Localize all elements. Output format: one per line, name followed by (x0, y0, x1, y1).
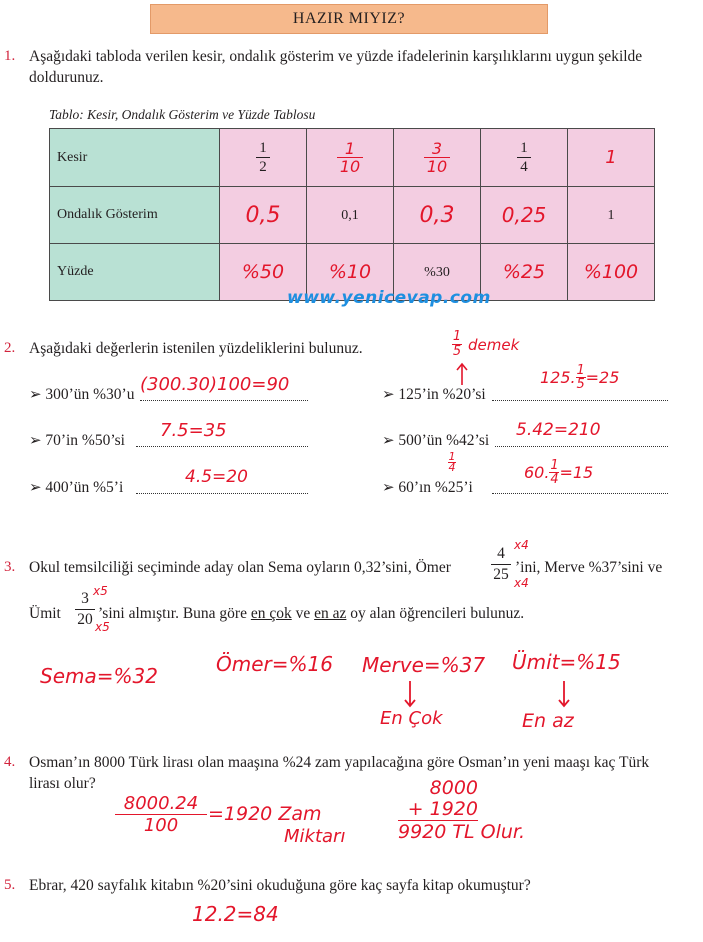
cell-ondalik-3: 0,3 (394, 187, 481, 244)
q2-text: Aşağıdaki değerlerin istenilen yüzdeliklerini bulunuz. (29, 340, 363, 357)
q5-text: Ebrar, 420 sayfalık kitabın %20’sini okuduğuna göre kaç sayfa kitap okumuştur? (29, 877, 531, 894)
q2-note: 1 5 demek (452, 329, 520, 359)
q2-answer-left-1: (300.30)100=90 (140, 374, 290, 395)
table-caption: Tablo: Kesir, Ondalık Gösterim ve Yüzde Tablosu (49, 107, 316, 122)
q4-result: 9920 TL Olur. (398, 821, 526, 843)
q5-answer: 12.2=84 (192, 902, 279, 926)
q3-fraction-2: 3 20 (75, 589, 95, 630)
q4-number: 4. (4, 754, 16, 770)
cell-kesir-5: 1 (568, 129, 655, 187)
cell-yuzde-3: %30 (394, 244, 481, 301)
page-title-text: HAZIR MIYIZ? (292, 10, 406, 27)
q4-text: Osman’ın 8000 Türk lirası olan maaşına %24 zam yapılacağına göre Osman’ın yeni maaşı kaç Türk lirası olur? (29, 754, 650, 792)
q3-line1-b: ’ini, Merve %37’sini ve (515, 559, 663, 576)
q3-mult-bot-1: x4 (514, 576, 529, 590)
q1-text (29, 46, 699, 88)
arrow-down-icon (557, 680, 571, 708)
cell-ondalik-1: 0,5 (220, 187, 307, 244)
fraction: $\frac{1}{2}$ (256, 139, 270, 176)
q2-answer-right-2: 5.42=210 (516, 420, 601, 440)
q3-mult-top-1: x4 (514, 538, 529, 552)
page-title (150, 4, 548, 34)
q2-answer-right-3: 60. 1 4 =15 (524, 458, 594, 487)
q3-mult-bot-2: x5 (95, 620, 110, 634)
cell-yuzde-5: %100 (568, 244, 655, 301)
q3-fraction-1: 4 25 (491, 544, 511, 585)
q1-number: 1. (4, 48, 16, 64)
cell-kesir-2 (307, 129, 394, 187)
q2-item-left-1: ➢ 300’ün %30’u (29, 386, 135, 403)
q4-addition: 8000 + 1920 (398, 778, 478, 821)
q3-line2: ’sini almıştır. Buna göre en çok ve en az oy alan öğrencileri bulunuz. (98, 605, 525, 622)
q4-calc-result: =1920 Zam (208, 803, 322, 825)
row-label-ondalik: Ondalık Gösterim (50, 187, 220, 244)
answer-line (136, 492, 308, 494)
q1-text-line1: Aşağıdaki tabloda verilen kesir, ondalık gösterim ve yüzde ifadelerinin karşılıklarını uygun şekilde (29, 48, 643, 65)
q2-item-right-1: ➢ 125’in %20’si (382, 386, 486, 403)
cell-kesir-3 (394, 129, 481, 187)
watermark: www.yenicevap.com (287, 288, 491, 308)
q3-label-most: En Çok (380, 708, 443, 729)
q3-number: 3. (4, 559, 16, 575)
q2-answer-left-2: 7.5=35 (160, 420, 227, 441)
q2-item-right-2: ➢ 500’ün %42’si (382, 432, 490, 449)
q5-number: 5. (4, 877, 16, 893)
q3-label-least: En az (522, 710, 574, 732)
row-label-kesir: Kesir (50, 129, 220, 187)
q4-calc-fraction: 8000.24 100 (115, 793, 207, 836)
answer-line (492, 399, 668, 401)
arrow-up-icon (455, 362, 469, 386)
answer-line (495, 445, 668, 447)
table-row (50, 187, 655, 244)
cell-ondalik-2: 0,1 (307, 187, 394, 244)
fraction: $\frac{1}{4}$ (517, 139, 531, 176)
answer-line (492, 492, 668, 494)
q1-text-line2: doldurunuz. (29, 69, 104, 86)
cell-kesir-4 (481, 129, 568, 187)
q2-number: 2. (4, 340, 16, 356)
cell-yuzde-4: %25 (481, 244, 568, 301)
q3-line1-a: Okul temsilciliği seçiminde aday olan Sema oyların 0,32’sini, Ömer (29, 559, 451, 576)
q4-calc-word: Miktarı (284, 826, 346, 847)
answer-line (140, 399, 308, 401)
q2-answer-right-1: 125. 1 5 =25 (540, 363, 620, 392)
row-label-yuzde: Yüzde (50, 244, 220, 301)
handwritten-fraction: $\frac{3}{10}$ (424, 140, 450, 175)
q2-item-left-2: ➢ 70’in %50’si (29, 432, 125, 449)
cell-kesir-1 (220, 129, 307, 187)
fraction-table (49, 128, 655, 301)
table-row (50, 129, 655, 187)
q3-answer-merve: Merve=%37 (362, 653, 486, 677)
cell-yuzde-1: %50 (220, 244, 307, 301)
q2-item-right-3: ➢ 60’ın %25’i (382, 479, 473, 496)
q2-right-note: 1 4 (448, 450, 456, 474)
q3-answer-sema: Sema=%32 (40, 664, 158, 688)
cell-ondalik-5: 1 (568, 187, 655, 244)
arrow-down-icon (403, 680, 417, 708)
q3-answer-omer: Ömer=%16 (216, 652, 333, 676)
answer-line (136, 445, 308, 447)
q3-umit: Ümit (29, 605, 61, 622)
cell-yuzde-2: %10 (307, 244, 394, 301)
q3-answer-umit: Ümit=%15 (512, 650, 621, 674)
cell-ondalik-4: 0,25 (481, 187, 568, 244)
q2-answer-left-3: 4.5=20 (185, 467, 248, 487)
handwritten-fraction: $\frac{1}{10}$ (337, 140, 363, 175)
q2-item-left-3: ➢ 400’ün %5’i (29, 479, 124, 496)
q3-mult-top-2: x5 (93, 584, 108, 598)
